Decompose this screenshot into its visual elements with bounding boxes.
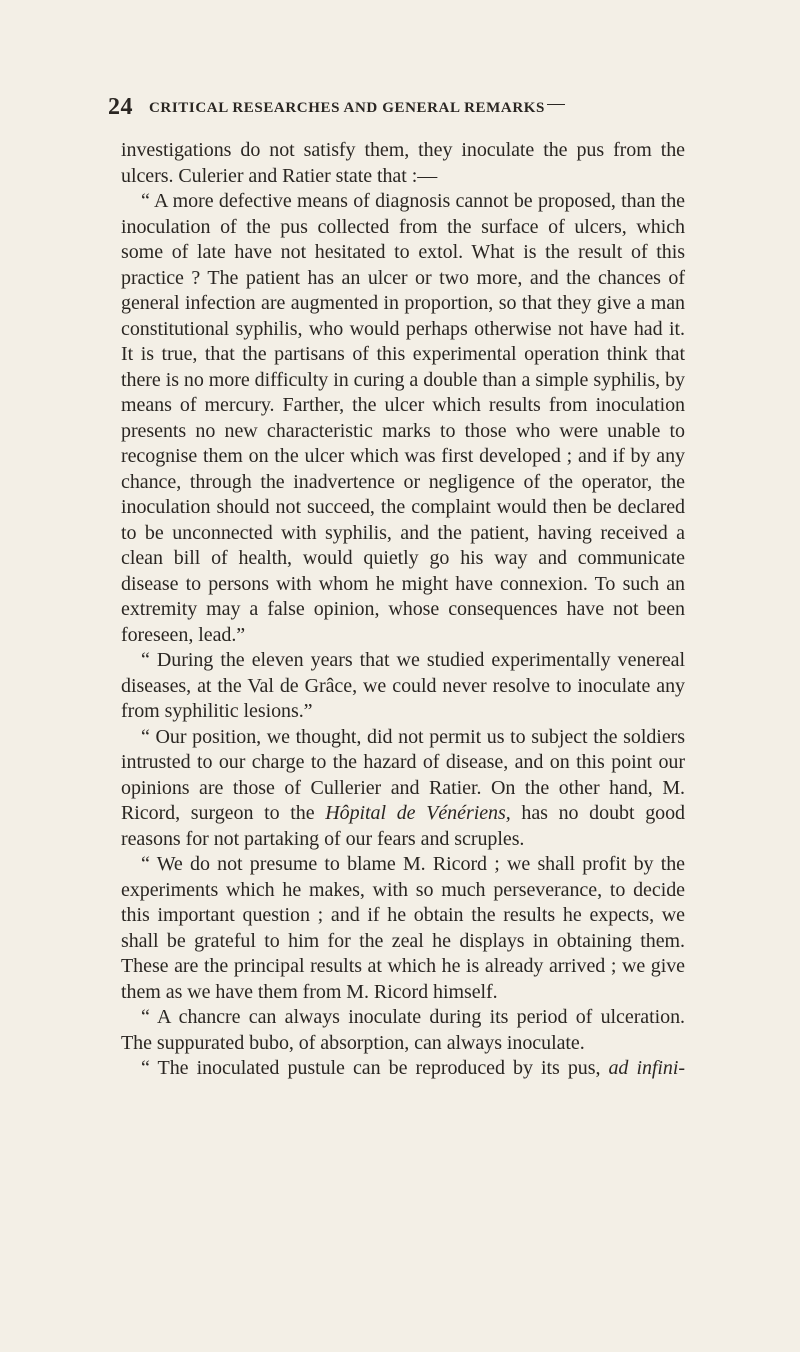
paragraph-5: “ We do not presume to blame M. Ricord ; we shall profit by the experiments which he makes, with so much perseverance, to decide this important question ; and if he obtain the results he expects, we shall be grateful to him for the zeal he displays in obtaining them. These are the principal results at which he is already arrived ; we give them as we have them from M. Ricord himself. — [121, 853, 685, 1003]
page-number: 24 — [108, 94, 133, 120]
paragraph-7 — [121, 1056, 685, 1082]
paragraph-4 — [121, 725, 685, 853]
body-text — [121, 138, 685, 1082]
paragraph-2: “ A more defective means of diagnosis cannot be proposed, than the inoculation of the pus collected from the surface of ulcers, which some of late have not hesitated to extol. What is the result of this practice ? The patient has an ulcer or two more, and the chances of general infection are augmented in proportion, so that they give a man constitutional syphilis, who would perhaps otherwise not have had it. It is true, that the partisans of this experimental operation think that there is no more difficulty in curing a double than a simple syphilis, by means of mercury. Farther, the ulcer which results from inoculation presents no new characteristic marks to those who were unable to recognise them on the ulcer which was first developed ; and if by any chance, through the inadvertence or negligence of the operator, the inoculation should not succeed, the complaint would then be declared to be unconnected with syphilis, and the patient, having received a clean bill of health, would quietly go his way and communicate disease to persons with whom he might have connexion. To such an extremity may a false opinion, whose consequences have not been foreseen, lead.” — [121, 190, 685, 646]
paragraph-4-end: has no doubt good reasons for not partaking of our fears and scruples. — [121, 802, 685, 850]
paragraph-6: “ A chancre can always inoculate during its period of ulceration. The suppurated bubo, of absorption, can always inoculate. — [121, 1006, 685, 1054]
hospital-title: Hôpital de Vénériens, — [325, 802, 511, 824]
paragraph-3: “ During the eleven years that we studied experimentally venereal diseases, at the Val de Grâce, we could never resolve to inoculate any from syphilitic lesions.” — [121, 649, 685, 722]
ad-infinitum-fragment: ad infini- — [608, 1057, 685, 1079]
header-rule — [547, 104, 565, 105]
running-head — [149, 100, 565, 116]
paragraph-1: investigations do not satisfy them, they inoculate the pus from the ulcers. Culerier and Ratier state that :— — [121, 139, 685, 187]
page-header — [108, 94, 708, 124]
paragraph-7-text: “ The inoculated pustule can be reproduced by its pus, — [141, 1057, 609, 1079]
paragraph-4-start: “ Our position, we thought, did not permit us to subject the soldiers intrusted to our charge to the hazard of disease, and on this point our opinions are those of Cullerier and Ratier. On the other hand, M. Ricord, surgeon to the — [121, 725, 685, 824]
running-head-text: CRITICAL RESEARCHES AND GENERAL REMARKS — [149, 100, 545, 116]
